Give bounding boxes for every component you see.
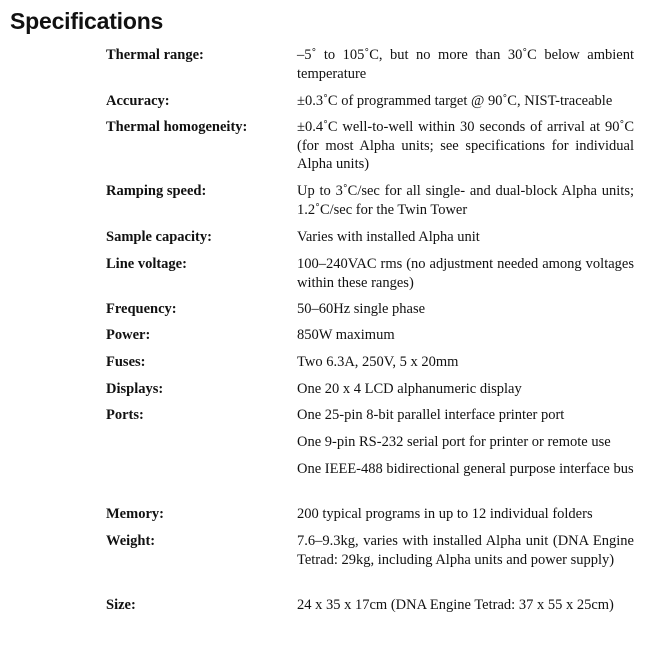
spec-value-frequency: 50–60Hz single phase xyxy=(297,301,426,317)
spec-label-frequency: Frequency: xyxy=(106,301,177,317)
spec-label-ports: Ports: xyxy=(106,407,144,423)
spec-label-sample-capacity: Sample capacity: xyxy=(106,229,212,245)
spec-value-ramping-speed: Up to 3˚C/sec for all single- and dual-block Alpha units; 1.2˚C/sec for the Twin Tower xyxy=(297,183,634,218)
spec-value-ports-ieee488: One IEEE-488 bidirectional general purpose interface bus xyxy=(297,461,634,477)
spec-label-thermal-homogeneity: Thermal homogeneity: xyxy=(106,119,248,135)
spec-value-sample-capacity: Varies with installed Alpha unit xyxy=(297,229,480,245)
spec-value-ports-serial: One 9-pin RS-232 serial port for printer or remote use xyxy=(297,434,611,450)
spec-value-fuses: Two 6.3A, 250V, 5 x 20mm xyxy=(297,354,459,370)
spec-value-thermal-homogeneity: ±0.4˚C well-to-well within 30 seconds of arrival at 90˚C (for most Alpha units; see specifications for individual Alpha units) xyxy=(297,119,634,172)
spec-label-accuracy: Accuracy: xyxy=(106,93,170,109)
spec-value-line-voltage: 100–240VAC rms (no adjustment needed among voltages within these ranges) xyxy=(297,256,634,291)
spec-value-ports-parallel: One 25-pin 8-bit parallel interface printer port xyxy=(297,407,565,423)
page-title: Specifications xyxy=(10,8,164,34)
spec-value-accuracy: ±0.3˚C of programmed target @ 90˚C, NIST-traceable xyxy=(297,93,613,109)
spec-value-displays: One 20 x 4 LCD alphanumeric display xyxy=(297,381,522,397)
spec-label-fuses: Fuses: xyxy=(106,354,146,370)
spec-label-size: Size: xyxy=(106,597,136,613)
spec-label-weight: Weight: xyxy=(106,533,156,549)
spec-value-memory: 200 typical programs in up to 12 individual folders xyxy=(297,506,593,522)
spec-label-displays: Displays: xyxy=(106,381,164,397)
spec-label-power: Power: xyxy=(106,327,151,343)
spec-label-ramping-speed: Ramping speed: xyxy=(106,183,207,199)
spec-label-memory: Memory: xyxy=(106,506,164,522)
spec-label-line-voltage: Line voltage: xyxy=(106,256,187,272)
spec-value-weight: 7.6–9.3kg, varies with installed Alpha unit (DNA Engine Tetrad: 29kg, including Alpha units and power supply) xyxy=(297,533,634,568)
spec-value-thermal-range: –5˚ to 105˚C, but no more than 30˚C below ambient temperature xyxy=(297,47,634,82)
spec-label-thermal-range: Thermal range: xyxy=(106,47,204,63)
spec-value-size: 24 x 35 x 17cm (DNA Engine Tetrad: 37 x 55 x 25cm) xyxy=(297,597,614,613)
spec-value-power: 850W maximum xyxy=(297,327,395,343)
